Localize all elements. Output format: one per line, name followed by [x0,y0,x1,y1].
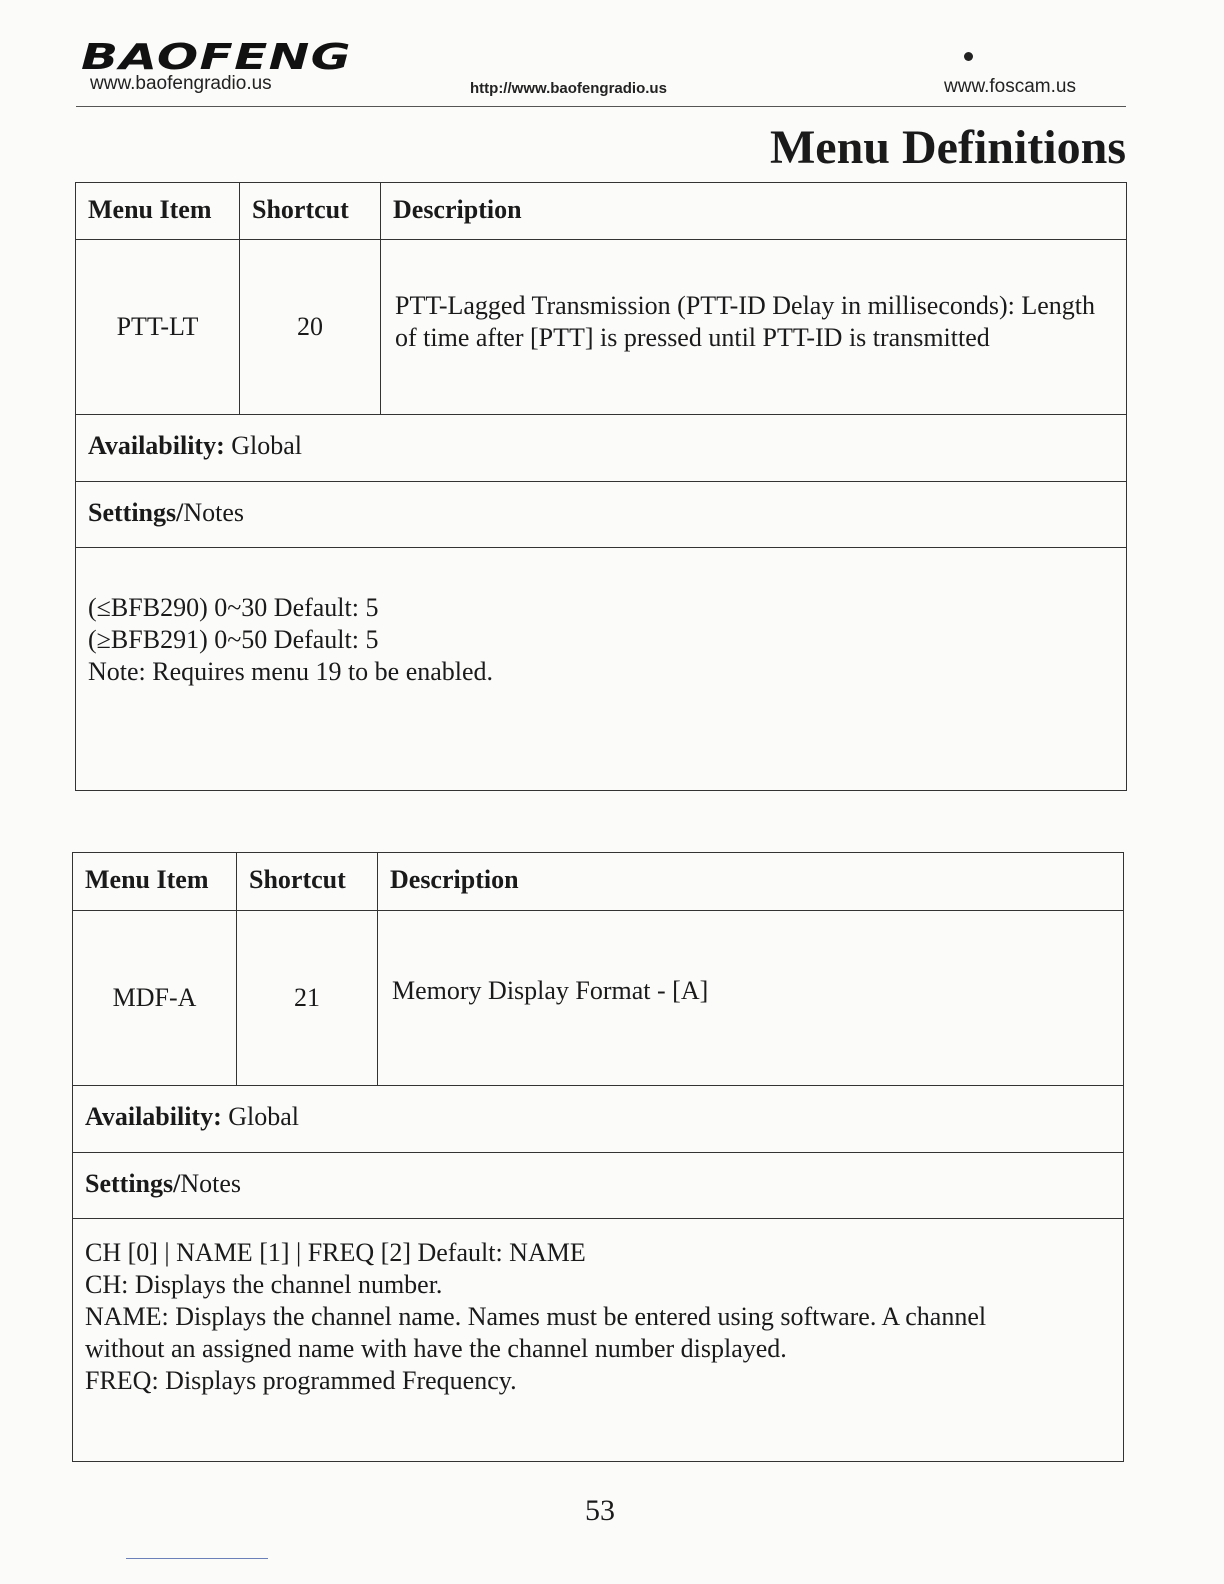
site-url-left: www.baofengradio.us [90,73,272,94]
table-header-row [73,853,1123,911]
page-header [76,38,1126,107]
notes-body [76,548,1126,790]
col-shortcut-header: Shortcut [237,853,378,910]
notes-label: Notes [180,1169,242,1198]
settings-label: Settings/ [88,498,184,527]
notes-body [73,1219,1123,1461]
availability-row [73,1086,1123,1153]
availability-label: Availability: [85,1102,222,1131]
menu-item-value: PTT-LT [76,240,240,414]
table-header-row [76,183,1126,240]
availability-value: Global [228,1102,300,1131]
shortcut-value: 21 [237,911,378,1085]
note-line: CH: Displays the channel number. [85,1270,443,1299]
note-line: CH [0] | NAME [1] | FREQ [2] Default: NAME [85,1238,586,1267]
bullet-dot-icon [964,52,973,61]
settings-notes-row [73,1153,1123,1219]
col-shortcut-header: Shortcut [240,183,381,239]
menu-entry-ptt-lt [75,182,1127,791]
availability-value: Global [231,431,303,460]
notes-label: Notes [183,498,245,527]
page-number: 53 [585,1494,615,1527]
table-row [73,911,1123,1086]
description-value: Memory Display Format - [A] [392,976,709,1005]
note-line: Note: Requires menu 19 to be enabled. [88,657,494,686]
footer-rule [126,1558,268,1559]
note-line: (≤BFB290) 0~30 Default: 5 [88,593,379,622]
availability-row [76,415,1126,482]
col-menu-item-header: Menu Item [76,183,240,239]
baofeng-logo: BAOFENG [81,37,352,78]
note-line: (≥BFB291) 0~50 Default: 5 [88,625,379,654]
shortcut-value: 20 [240,240,381,414]
settings-notes-row [76,482,1126,548]
menu-entry-mdf-a [72,852,1124,1462]
note-line: without an assigned name with have the channel number displayed. [85,1334,787,1363]
col-description-header: Description [390,865,519,894]
page-title: Menu Definitions [769,121,1126,174]
note-line: NAME: Displays the channel name. Names must be entered using software. A channel [85,1302,987,1331]
col-menu-item-header: Menu Item [73,853,237,910]
settings-label: Settings/ [85,1169,181,1198]
description-value: PTT-Lagged Transmission (PTT-ID Delay in milliseconds): Length of time after [PTT] is pressed until PTT-ID is transmitted [395,291,1096,352]
note-line: FREQ: Displays programmed Frequency. [85,1366,517,1395]
availability-label: Availability: [88,431,225,460]
menu-item-value: MDF-A [73,911,237,1085]
col-description-header: Description [393,195,522,224]
table-row [76,240,1126,415]
site-url-right: www.foscam.us [944,76,1076,97]
site-url-center: http://www.baofengradio.us [470,80,667,97]
